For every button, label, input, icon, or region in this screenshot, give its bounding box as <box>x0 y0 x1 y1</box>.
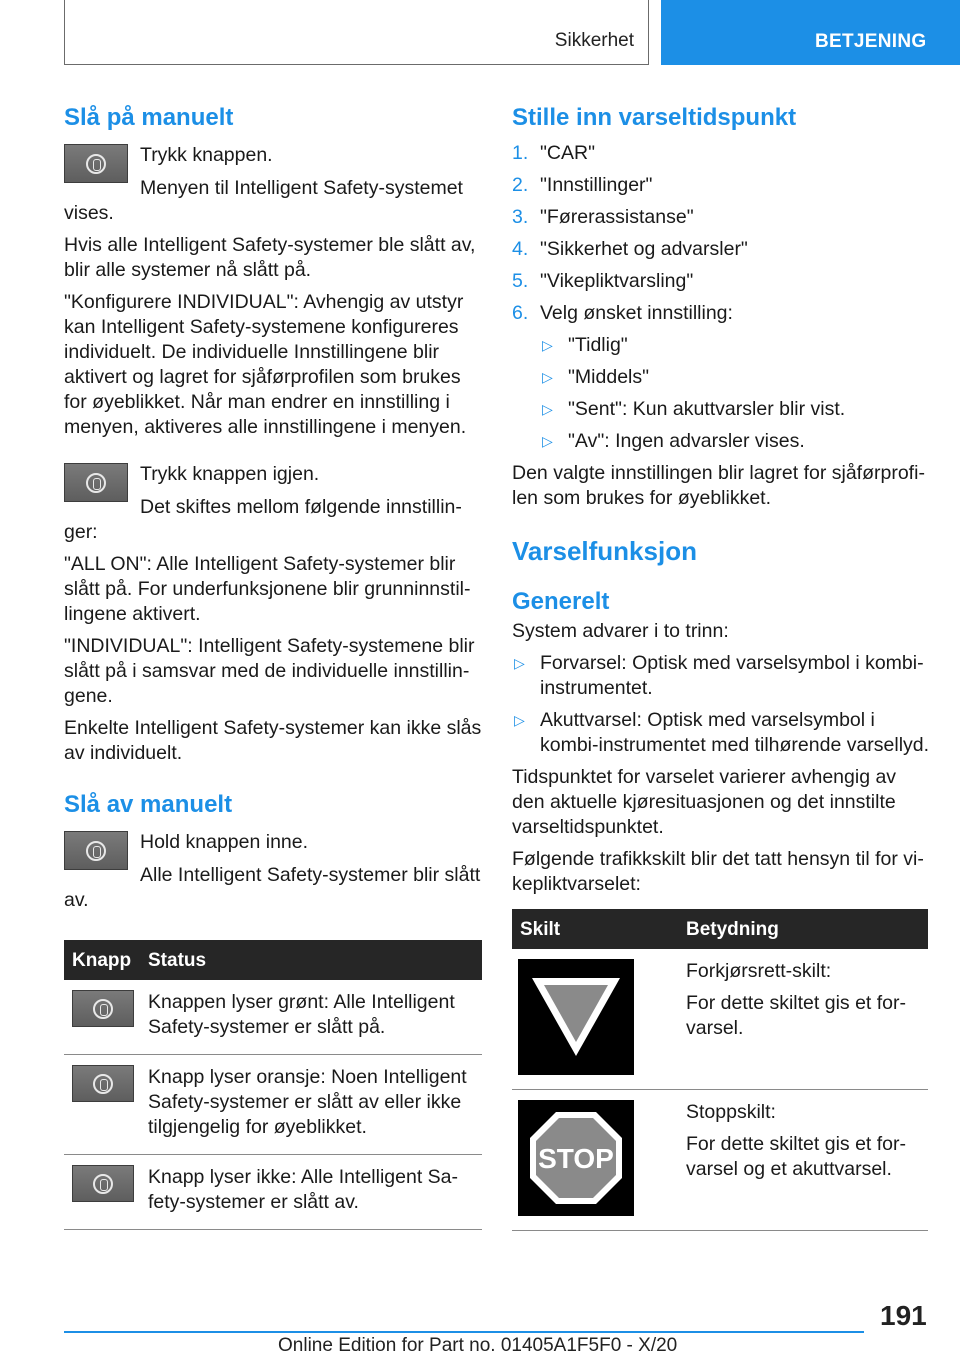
heading-switch-on: Slå på manuelt <box>64 104 234 131</box>
heading-general: Generelt <box>512 588 610 615</box>
safety-button-icon <box>86 154 106 174</box>
bullet-text: Akuttvarsel: Optisk med varselsymbol i kombi-instrumentet med tilhørende varsellyd. <box>540 709 930 756</box>
sign-image-cell <box>512 949 678 1090</box>
two-stage-paragraph: System advarer i to trinn: <box>512 620 729 642</box>
again-step-1: Trykk knappen igjen. <box>140 463 320 485</box>
step-number: 6. <box>512 302 529 324</box>
yield-sign-icon <box>528 974 624 1060</box>
safety-button-image <box>64 831 128 870</box>
header-section-box <box>64 0 649 65</box>
sign-meaning-cell <box>678 1090 928 1231</box>
heading-warning-function: Varselfunksjon <box>512 536 697 566</box>
safety-button-icon <box>86 841 106 861</box>
safety-button-image <box>72 990 134 1027</box>
on-step-1: Trykk knappen. <box>140 144 273 166</box>
step-text: "Førerassistanse" <box>540 206 694 228</box>
safety-button-image <box>64 144 128 183</box>
table-header-knapp: Knapp <box>64 940 140 980</box>
on-paragraph-2: "Konfigurere INDIVIDUAL": Avhengig av utstyr kan Intelligent Safety-systemene konfigureres individuelt. De individuelle Innstillingene blir aktivert og lagret for sjåførprofilen som brukes for øyeblikket. Når man endrer en innstilling i menyen, aktiveres alle innstillingene i menyen. <box>64 291 467 438</box>
step-number: 2. <box>512 174 529 196</box>
footer-divider <box>64 1331 864 1333</box>
option-text: "Sent": Kun akuttvarsler blir vist. <box>568 398 846 420</box>
button-image-cell <box>64 1155 140 1230</box>
header-chapter-title: BETJENING <box>815 31 927 52</box>
sign-description: For dette skiltet gis et forvarsel og et akuttvarsel. <box>686 1133 907 1180</box>
step-text: "CAR" <box>540 142 596 164</box>
list-item <box>540 397 930 422</box>
header-chapter-tab <box>661 0 960 65</box>
safety-button-image <box>72 1065 134 1102</box>
table-row <box>64 980 482 1055</box>
on-step-2: Menyen til Intelligent Safety-systemet vises. <box>64 177 463 224</box>
list-item <box>512 301 930 326</box>
switch-on-block <box>64 143 482 233</box>
stop-sign-image <box>518 1100 634 1216</box>
warning-stages-list <box>512 651 930 758</box>
safety-button-icon <box>93 999 113 1019</box>
off-step-2: Alle Intelligent Safety-systemer blir slått av. <box>64 864 481 911</box>
footer-edition-text: Online Edition for Part no. 01405A1F5F0 - X/20 <box>278 1335 678 1356</box>
on-paragraph-1: Hvis alle Intelligent Safety-systemer ble slått av, blir alle systemer nå slått på. <box>64 234 476 281</box>
off-step-1: Hold knappen inne. <box>140 831 309 853</box>
timing-paragraph: Tidspunktet for varselet varierer avhengig av den aktuelle kjøresituasjonen og det innstilte varseltidspunktet. <box>512 766 897 838</box>
safety-button-icon <box>86 473 106 493</box>
sign-image-cell <box>512 1090 678 1231</box>
page-number: 191 <box>880 1300 927 1331</box>
options-list <box>512 333 930 454</box>
sign-title: Stoppskilt: <box>686 1101 776 1123</box>
step-text: "Sikkerhet og advarsler" <box>540 238 748 260</box>
status-cell: Knapp lyser ikke: Alle Intelligent Safety-systemer er slått av. <box>140 1155 482 1230</box>
press-again-block <box>64 462 482 552</box>
sign-meaning-cell <box>678 949 928 1090</box>
switch-off-block <box>64 830 482 920</box>
list-item <box>512 269 930 294</box>
button-image-cell <box>64 1055 140 1155</box>
triangle-bullet-icon: ▷ <box>514 655 525 671</box>
status-cell: Knapp lyser oransje: Noen Intelligent Safety-systemer er slått av eller ikke tilgjengelig for øyeblikket. <box>140 1055 482 1155</box>
option-text: "Middels" <box>568 366 650 388</box>
option-text: "Av": Ingen advarsler vises. <box>568 430 805 452</box>
list-item <box>540 333 930 358</box>
step-text: Velg ønsket innstilling: <box>540 302 733 324</box>
table-header-row <box>64 940 482 980</box>
header-section-title: Sikkerhet <box>554 30 634 51</box>
safety-button-image <box>72 1165 134 1202</box>
bullet-text: Forvarsel: Optisk med varselsymbol i kombiinstrumentet. <box>540 652 924 699</box>
step-number: 1. <box>512 142 529 164</box>
list-item <box>512 205 930 230</box>
steps-list <box>512 141 930 326</box>
option-text: "Tidlig" <box>568 334 628 356</box>
list-item <box>540 429 930 454</box>
list-item <box>512 708 930 758</box>
triangle-bullet-icon: ▷ <box>542 433 553 449</box>
list-item <box>512 651 930 701</box>
step-text: "Vikepliktvarsling" <box>540 270 694 292</box>
sign-title: Forkjørsrett-skilt: <box>686 960 832 982</box>
sign-description: For dette skiltet gis et forvarsel. <box>686 992 907 1039</box>
stop-sign-icon <box>528 1110 624 1206</box>
yield-sign-image <box>518 959 634 1075</box>
triangle-bullet-icon: ▷ <box>514 712 525 728</box>
list-item <box>540 365 930 390</box>
left-column <box>64 103 482 1230</box>
stop-sign-text: STOP <box>538 1143 614 1174</box>
list-item <box>512 141 930 166</box>
heading-switch-off: Slå av manuelt <box>64 791 233 818</box>
triangle-bullet-icon: ▷ <box>542 337 553 353</box>
safety-button-icon <box>93 1174 113 1194</box>
again-step-2: Det skiftes mellom følgende innstillinger: <box>64 496 462 543</box>
again-paragraph-3: Enkelte Intelligent Safety-systemer kan ikke slås av individuelt. <box>64 717 482 764</box>
safety-button-image <box>64 463 128 502</box>
step-text: "Innstillinger" <box>540 174 653 196</box>
traffic-signs-table <box>512 909 928 1231</box>
step-number: 5. <box>512 270 529 292</box>
table-header-status: Status <box>140 940 482 980</box>
saved-paragraph: Den valgte innstillingen blir lagret for sjåførprofilen som brukes for øyeblikket. <box>512 462 925 509</box>
right-column <box>512 103 930 1231</box>
triangle-bullet-icon: ▷ <box>542 401 553 417</box>
list-item <box>512 173 930 198</box>
safety-button-icon <box>93 1074 113 1094</box>
table-row <box>512 949 928 1090</box>
signs-paragraph: Følgende trafikkskilt blir det tatt hensyn til for vikepliktvarselet: <box>512 848 924 895</box>
status-cell: Knappen lyser grønt: Alle Intelligent Safety-systemer er slått på. <box>140 980 482 1055</box>
step-number: 3. <box>512 206 529 228</box>
button-image-cell <box>64 980 140 1055</box>
heading-set-warning-time: Stille inn varseltidspunkt <box>512 104 797 131</box>
list-item <box>512 237 930 262</box>
table-header-row <box>512 909 928 949</box>
table-row <box>64 1155 482 1230</box>
step-number: 4. <box>512 238 529 260</box>
table-header-betydning: Betydning <box>678 909 928 949</box>
table-row <box>64 1055 482 1155</box>
again-paragraph-1: "ALL ON": Alle Intelligent Safety-systemer blir slått på. For underfunksjonene blir grunninnstillingene aktivert. <box>64 553 471 625</box>
button-status-table <box>64 940 482 1230</box>
again-paragraph-2: "INDIVIDUAL": Intelligent Safety-systemene blir slått på i samsvar med de individuelle innstillingene. <box>64 635 475 707</box>
table-row <box>512 1090 928 1231</box>
triangle-bullet-icon: ▷ <box>542 369 553 385</box>
table-header-skilt: Skilt <box>512 909 678 949</box>
